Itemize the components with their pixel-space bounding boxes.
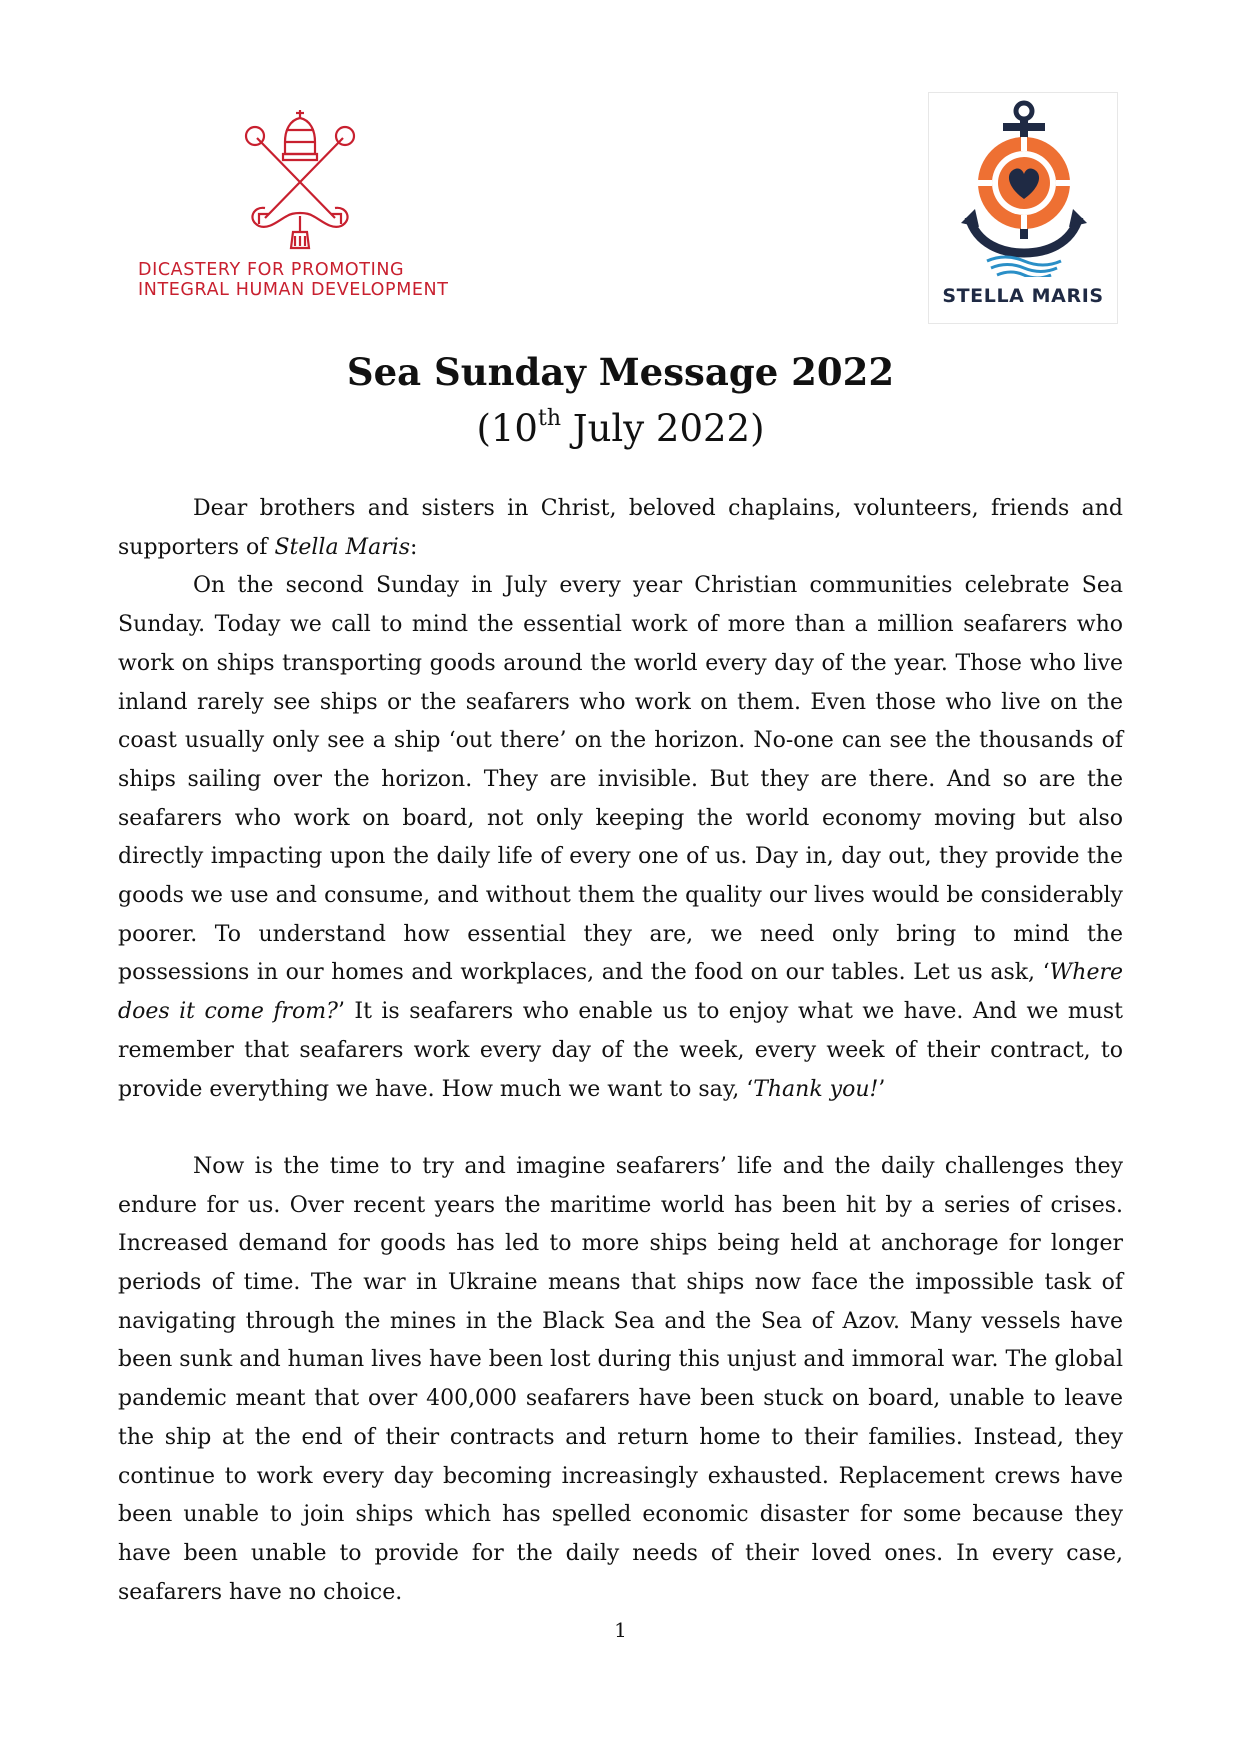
paragraph	[118, 567, 1123, 1109]
paragraph	[118, 490, 1123, 567]
message-date	[0, 405, 1241, 453]
message-body	[118, 490, 1123, 1612]
date-ordinal: th	[537, 406, 561, 431]
paragraph-text: ’ It is seafarers who enable us to enjoy what we have. And we must remember that seafarers work every day of the week, every week of their contract, to provide everything we have. How much we want to say, ‘	[118, 999, 1123, 1102]
page-number: 1	[614, 1618, 627, 1642]
stella-maris-label: STELLA MARIS	[942, 285, 1104, 307]
stella-maris-logo	[928, 92, 1118, 324]
paragraph-text: On the second Sunday in July every year Christian communities celebrate Sea Sunday. Today we call to mind the essential work of more than a million seafarers who work on ships transporting goods around the world every day of the year. Those who live inland rarely see ships or the seafarers who work on them. Even those who live on the coast usually only see a ship ‘out there’ on the horizon. No-one can see the thousands of ships sailing over the horizon. They are invisible. But they are there. And so are the seafarers who work on board, not only keeping the world economy moving but also directly impacting upon the daily life of every one of us. Day in, day out, they provide the goods we use and consume, and without them the quality our lives would be considerably poorer. To understand how essential they are, we need only bring to mind the possessions in our homes and workplaces, and the food on our tables. Let us ask, ‘	[118, 573, 1123, 986]
date-rest: July 2022)	[561, 407, 765, 450]
dicastery-line-1: DICASTERY FOR PROMOTING	[138, 260, 405, 280]
anchor-lifebuoy-heart-icon	[947, 97, 1101, 277]
paragraph-text: ’	[878, 1076, 886, 1102]
dicastery-logo	[130, 108, 470, 308]
papal-keys-emblem-icon	[235, 108, 365, 250]
date-open: (10	[476, 407, 538, 450]
italic-text: Where does it come from?	[118, 960, 1123, 1025]
italic-text: Thank you!	[753, 1076, 879, 1102]
paragraph-text: Dear brothers and sisters in Christ, beloved chaplains, volunteers, friends and supporters of	[118, 496, 1123, 560]
paragraph-text: Now is the time to try and imagine seafarers’ life and the daily challenges they endure for us. Over recent years the maritime world has been hit by a series of crises. Increased demand for goods has led to more ships being held at anchorage for longer periods of time. The war in Ukraine means that ships now face the impossible task of navigating through the mines in the Black Sea and the Sea of Azov. Many vessels have been sunk and human lives have been lost during this unjust and immoral war. The global pandemic meant that over 400,000 seafarers have been stuck on board, unable to leave the ship at the end of their contracts and return home to their families. Instead, they continue to work every day becoming increasingly exhausted. Replacement crews have been unable to join ships which has spelled economic disaster for some because they have been unable to provide for the daily needs of their loved ones. In every case, seafarers have no choice.	[118, 1153, 1123, 1605]
paragraph-text: :	[410, 534, 418, 560]
dicastery-line-2: INTEGRAL HUMAN DEVELOPMENT	[138, 280, 449, 300]
italic-text: Stella Maris	[274, 534, 411, 560]
dicastery-name	[138, 260, 449, 300]
paragraph	[118, 1148, 1123, 1612]
page-title: Sea Sunday Message 2022	[346, 350, 895, 394]
